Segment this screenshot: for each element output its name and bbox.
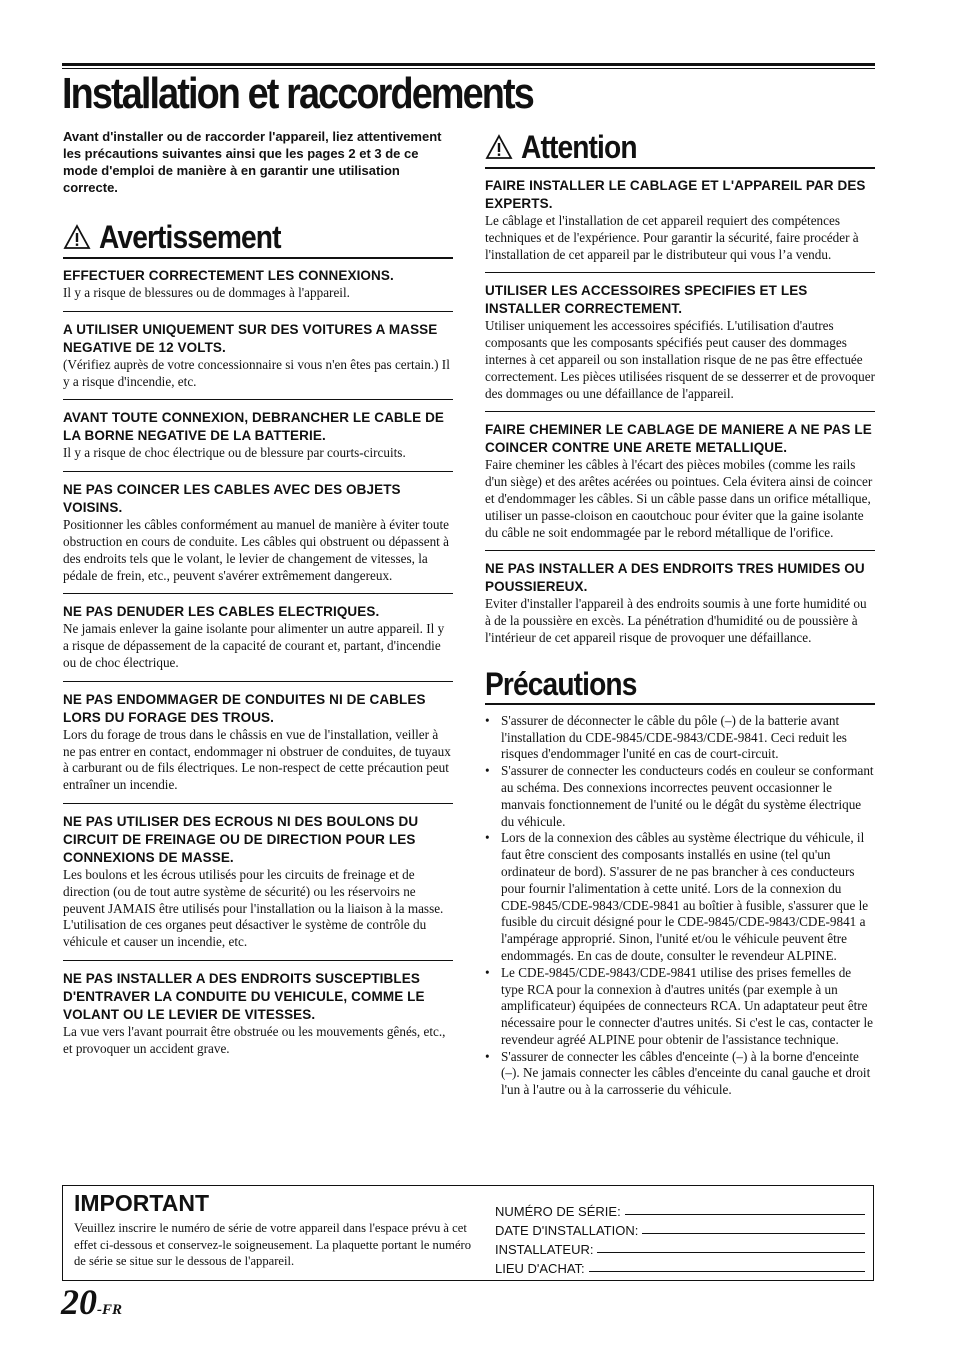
field-line (642, 1233, 865, 1234)
precautions-heading-text: Précautions (485, 665, 637, 702)
caution-heading-text: Attention (521, 129, 637, 165)
caution-heading (485, 128, 875, 169)
warning-item (63, 481, 453, 594)
caution-item-title: UTILISER LES ACCESSOIRES SPECIFIES ET LES INSTALLER CORRECTEMENT. (485, 283, 808, 317)
caution-item (485, 282, 875, 412)
right-column (485, 128, 875, 1099)
important-box (62, 1185, 874, 1281)
purchase-place-field[interactable] (495, 1257, 865, 1276)
important-heading: IMPORTANT (74, 1190, 210, 1216)
install-date-field[interactable] (495, 1219, 865, 1238)
warning-heading (63, 218, 453, 259)
caution-item (485, 177, 875, 273)
important-text: Veuillez inscrire le numéro de série de votre appareil dans l'espace prévu à cet effet ci-dessous et conservez-le soigneusement. La plaquette portant le numéro de série se situe sur le dessous de l'appareil. (74, 1221, 472, 1268)
caution-item-title: NE PAS INSTALLER A DES ENDROITS TRES HUMIDES OU POUSSIEREUX. (485, 561, 865, 595)
warning-item-title: NE PAS DENUDER LES CABLES ELECTRIQUES. (63, 604, 380, 620)
warning-item-text: Il y a risque de blessures ou de dommages à l'appareil. (63, 285, 350, 300)
warning-item-text: Positionner les câbles conformément au manuel de manière à éviter toute obstruction en cours de conduite. Les câbles qui obstruent ou dépassent à des endroits tels que le volant, le levier de changement de vitesses, la pédale de frein, etc., peuvent s'avérer extrêmement dangereux. (63, 517, 449, 583)
caution-item-title: FAIRE INSTALLER LE CABLAGE ET L'APPAREIL PAR DES EXPERTS. (485, 178, 866, 211)
warning-item-text: La vue vers l'avant pourrait être obstruée ou les mouvements gênés, etc., et provoquer un accident grave. (63, 1023, 446, 1056)
field-line (625, 1214, 865, 1215)
warning-triangle-icon (485, 134, 513, 160)
warning-item (63, 267, 453, 312)
field-label: INSTALLATEUR: (495, 1242, 594, 1257)
page-number-suffix: -FR (97, 1302, 123, 1318)
warning-item-title: AVANT TOUTE CONNEXION, DEBRANCHER LE CABLE DE LA BORNE NEGATIVE DE LA BATTERIE. (63, 410, 445, 444)
caution-item-title: FAIRE CHEMINER LE CABLAGE DE MANIERE A NE PAS LE COINCER CONTRE UNE ARETE METALLIQUE. (485, 422, 872, 456)
precautions-heading (485, 665, 875, 705)
warning-item (63, 409, 453, 472)
warning-item (63, 970, 453, 1067)
warning-item-text: Ne jamais enlever la gaine isolante pour alimenter un autre appareil. Il y a risque de dépassement de la capacité de courant et, partant, d'incendie ou de choc électrique. (63, 621, 445, 670)
field-label: DATE D'INSTALLATION: (495, 1223, 639, 1238)
intro-text: Avant d'installer ou de raccorder l'appareil, liez attentivement les précautions suivantes ainsi que les pages 2 et 3 de ce mode d'emploi de manière à en garantir une utilisation correcte. (63, 129, 442, 195)
field-label: NUMÉRO DE SÉRIE: (495, 1204, 621, 1219)
caution-item-text: Le câblage et l'installation de cet appareil requiert des compétences techniques et de l'expérience. Pour garantir la sécurité, faire procéder à l'installation de cet appareil par le distributeur qui vous l’a vendu. (485, 213, 859, 262)
field-label: LIEU D'ACHAT: (495, 1261, 585, 1276)
page-number (61, 1282, 122, 1330)
caution-item-text: Utiliser uniquement les accessoires spécifiés. L'utilisation d'autres composants que les composants spécifiés peut causer des dommages internes à cet appareil ou son installation risque de ne pas être effectuée correctement. Les pièces utilisées risquent de se desserrer et de provoquer des dommages ou une défaillance de l'appareil. (485, 318, 875, 401)
precaution-item: • S'assurer de connecter les conducteurs codés en couleur se conformant au schéma. Des connexions incorrectes peuvent occasionner le manvais fonctionnement de l'unité ou le dégât du système électrique du véhicule. (485, 763, 875, 830)
warning-item (63, 321, 453, 401)
left-column (63, 128, 453, 1076)
page-title: Installation et raccordements (62, 69, 533, 118)
field-line (589, 1271, 865, 1272)
precautions-list (485, 713, 875, 1099)
serial-form (495, 1200, 865, 1276)
precaution-item: • Lors de la connexion des câbles au système électrique du véhicule, il faut être conscient des composants installés en usine (tel qu'un ordinateur de bord). S'assurer de ne pas brancher à ces conducteurs pour fournir l'alimentation à cette unité. Lors de la connexion du CDE-9845/CDE-9843/CDE-9841 au boîtier à fusible, s'assurer que le fusible du circuit désigné pour le CDE-9845/CDE-9843/CDE-9841 a l'ampérage approprié. Sinon, l'unité et/ou le véhicule peuvent être endommagés. En cas de doute, consulter le revendeur ALPINE. (485, 830, 875, 964)
caution-item-text: Faire cheminer les câbles à l'écart des pièces mobiles (comme les rails d'un siège) et des arêtes acérées ou pointues. Cela évitera ainsi de coincer et d'endommager les câbles. Si un câble passe dans un orifice métallique, utiliser un passe-cloison en caoutchouc pour éviter que la gaine isolante du câble ne soit endommagée par le rebord métallique de l'orifice. (485, 457, 873, 540)
field-line (597, 1252, 865, 1253)
warning-item-title: A UTILISER UNIQUEMENT SUR DES VOITURES A MASSE NEGATIVE DE 12 VOLTS. (63, 321, 438, 355)
warning-item-title: NE PAS UTILISER DES ECROUS NI DES BOULONS DU CIRCUIT DE FREINAGE OU DE DIRECTION POUR LES CONNEXIONS DE MASSE. (63, 813, 419, 865)
warning-item (63, 603, 453, 681)
page-number-value: 20 (61, 1282, 97, 1322)
warning-item-title: NE PAS COINCER LES CABLES AVEC DES OBJETS VOISINS. (63, 482, 401, 516)
precaution-item: • S'assurer de connecter les câbles d'enceinte (–) à la borne d'enceinte (–). Ne jamais connecter les câbles d'enceinte du canal gauche et droit l'un à l'autre ou à la carrosserie du véhicule. (485, 1049, 875, 1099)
caution-item-text: Eviter d'installer l'appareil à des endroits soumis à une forte humidité ou à de la poussière en excès. La pénétration d'humidité ou de poussière à l'intérieur de cet appareil risque de provoquer une défaillance. (485, 596, 867, 645)
warning-item-title: EFFECTUER CORRECTEMENT LES CONNEXIONS. (63, 268, 394, 283)
warning-item-text: Il y a risque de choc électrique ou de blessure par courts-circuits. (63, 445, 406, 461)
warning-item-title: NE PAS INSTALLER A DES ENDROITS SUSCEPTIBLES D'ENTRAVER LA CONDUITE DU VEHICULE, COMME LE VOLANT OU LE LEVIER DE VITESSES. (63, 970, 425, 1022)
warning-heading-text: Avertissement (99, 219, 281, 255)
caution-item (485, 560, 875, 655)
warning-item-text: Lors du forage de trous dans le châssis en vue de l'installation, veiller à ne pas entrer en contact, endommager ni obstruer de conduites, de tuyaux à carburant ou de fils électriques. Le non-respect de cette précaution peut entraîner un incendie. (63, 726, 451, 793)
warning-item-text: (Vérifiez auprès de votre concessionnaire si vous n'en êtes pas certain.) Il y a risque d'incendie, etc. (63, 356, 450, 389)
warning-item-title: NE PAS ENDOMMAGER DE CONDUITES NI DE CABLES LORS DU FORAGE DES TROUS. (63, 691, 426, 725)
serial-number-field[interactable] (495, 1200, 865, 1219)
precaution-item: • S'assurer de déconnecter le câble du pôle (–) de la batterie avant l'installation du CDE-9845/CDE-9843/CDE-9841. Ceci reduit les risques d'endommager l'unité en cas de court-circuit. (485, 713, 875, 763)
warning-item-text: Les boulons et les écrous utilisés pour les circuits de freinage et de direction (ou de tout autre système de sécurité) ou les réservoirs ne peuvent JAMAIS être utilisés pour l'installation ou la liaison à la masse. L'utilisation de ces organes peut désactiver le système de contrôle du véhicule et causer un incendie, etc. (63, 866, 444, 950)
warning-item (63, 691, 453, 804)
installer-field[interactable] (495, 1238, 865, 1257)
caution-item (485, 421, 875, 551)
warning-item (63, 813, 453, 961)
warning-triangle-icon (63, 224, 91, 250)
precaution-item: • Le CDE-9845/CDE-9843/CDE-9841 utilise des prises femelles de type RCA pour la connexion à d'autres unités (par exemple à un amplificateur) équipées de connecteurs RCA. Un adaptateur peut être nécessaire pour le connecter d'autres unités. Si c'est le cas, contacter le revendeur agréé ALPINE pour obtenir de l'assistance technique. (485, 965, 875, 1049)
